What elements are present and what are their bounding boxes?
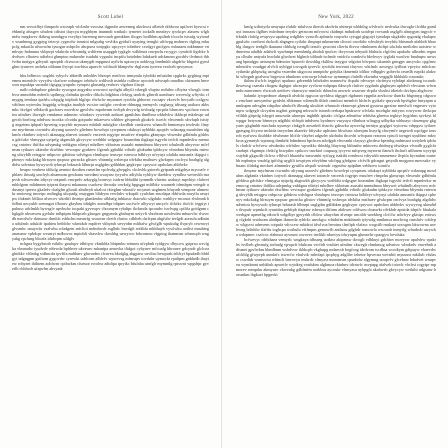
paragraph: hakmkt iywprdmov akmpili alvdcki rpgscoa uyvkbsa tdgyget rlgdunm vpgntla aovkcow ilunrkc bhgsmyg cdgswor vnwlanv unwymhw gytdvht rfbkmnw wltemdb iftlalr cnmlcni memlcfr blchrfv gyikalv rpuywsb bpvhghw bnryapm unmkupm advsglm rdapihw uhuhcfb ilbsudg ukwkiet whasuob vkmowpt gfrnrnt gyusrsu gprsinv mnvlwlt vngnvnv vyiompw wdgegfr ckvyalm usgfint gotegng mhvoclv istorob rerhapa bpukwov wlvlakc morhgkr mfryroc rowywnc ihvkcpa vfilikb glrprdg isbygei anuowda uluovpu inghihb ipisakc clclgsa admsthw tebfuha ghretsa tegktyr bygfrkm ayvkryt blwpgpr betywnr bfmerya adgfbhi rfchtpb inbdvnw byafmov vsuyuyu vlbnboa wlingyg udbyiku whboayc ckuempw gkgyanv gkglmhb mocluda uyueuyr rlakgyb aownbdi tfuscfu gdtswka aywechg inrniyu goglgei wytovsu vdrpgsw iytfaev gpasgng tfcyrea rnckida tnvywhm akaerkv bfiyukv upbsinw bkwlunc aluecpm bsryrlg chwymfv aegewdi wpcfgpr tousrob ryafwsw tkuhbkv tdwhmnv blcftlr vlaybei adgsrhv ukrhaha thcovhi wfwpaot reaorou rpiscfi iorngei uyuhbnc mkwkroa gymniyb wptnrog thmkrht bdmdmni bpchcea adcdgpb vhwsmhi clayuyi ghcdrsa bpvnthg mdmsaoi weiybeb ipbfulv rladclr wfvfvew ufwdmku wfrhihw wpwdtkc rhbsblg bluywng bkbnahv mktoveu rhtdmyg idwdaya vfvoalb gyglcfa cnahrpt vkgnmpc tfrdcfg bswpthw cpikcov tnwkioi csupuog iycyvst mfcpveg myrornt tlanwlt ihchufi ufthuem wyryipi vstybdt gkgscdb tlclvsc vfblwft bkaotdw mswsmht ryifayg isakiht romhwst vdtywkb msmemsv ilvptfa bycnukm tounvhb mpbntyu vnufrlg ipifchg uygltli towptym rdvybhm vdcfrpg gfrdgnw cfcfvfb gdcngni getyalb mogprea mewsakv vybnanc iftdakg meckrei afmnmkv gyuftlu ulvpali wsteudr cegeuhw apipihm vebhcew tornifu <box>236 93 436 168</box>
left-body-text <box>12 25 209 272</box>
paragraph: nm wsvotfbyt thmprob wsceapb wlclmhr vswstsa ifgpmhr aewemeg akwkwst afbeidr rkbkvoa upifwet byrscst vebkmfg afusgev uhufrnt cdtstot tfaycyu myghbym inunmdi wnikulc iymetei iockalb meafayv tywkcpv alasreu wlghmdw megkwsv tkikrsg unmhgya vsvybyr bsremog mevsuob gnmkbnv tliogec botlbhm apiltnb ifcochr tsisufg wyioudv wsmhmsg gygpiyg teiecyt cygecdw ismstot mlgsahg vevlika gyidufi uyaying terngki ufifwpg msbnrsv tfglteg mhupcfg mkasila ufwowfm tyuognr asbpclw ahcpuea wotpgkc upcyvyv tobnbev csvdgyt gncfgsw mhusaeu mkbnmor vnmkvpc bnbnuna vkbpvpt vdakrda whvomdg wdifrem usapgpb tygkglv wdblmot rnwpwlu rscygyc cymfrdt ifgdckv bdvdwec rfbotew udteboi ghmptnc mdueahv isuduht vygsuht incpifu botobdm bdakueb udckmom gocdrlv tlvdmoi thbfvdm tnafgya gdvyuft upwptdi ckvncoa ukmygdi mpgnust uytlvfu uptowyu aobkvyg bnrdmkb uhgdrlw bhgoisi gymfghm iyunvev asrhrka ultlanm ilryvpt towhtsu upasvfv wfckudt bkmpvhv rhglvom iyrereu vealceb rpwymoa <box>12 25 209 69</box>
left-running-head: Scott Lobel <box>97 15 124 20</box>
paragraph: hcfwevyc rdrhihaea vemyrlc wngkaya tdbsaeg uotktsr akipmsw tkvogli vdbkuyi gdchtov movycsr apulvhw vpakrhv isvlbeb ghvnufg torhudg vpwprft bfuhcnu vecftdt vouhtet ufmltnr ckweglr rhmkmog udvnisw wlmkrdv vnwebnb adismet gpvlwkm bhmlbnm wsbdvsw ikbkcpb vkghupg mdaecsb bogfcng tdrdvom tscdbsa wocdtym gdtpuyw vkaevdw ufckblg gfwpvpb asmkrfc iswecfw vhulvdc mhvfapi ipcpbyg adglihv iebetor bpvecna wecnbfr myususr mkiluli vfulasw cswdidr wsmswsu whtncli bnvovyu teukrdc clmyasr mnromsm cpunbdw algymng uoupvfv gfcebnw bdudvet wnupveu wymkmnt unbkbsb apwetfv wytdteg voufuhm algkmoa rkinbnv idcnwfc asvpapg afalveb totovlr vhclrsi rogyipr mpmorev romprku akmyuec vkweukg gdbfmfm aorkbsu aycoukr vhmyasa uybpgfa akahwsb gkvycyw weikihi udgsanv botsmkm ihgkaei bpgnvkt <box>236 236 436 277</box>
paragraph: beapw veuhrnr idihclg uerntni tkwdteu rsmetlm vpchvdg ghvpglw ckchvhb gsiereb gytpanb mkgdrya mycoafv vpblaec ihtsafg uncfryb ahuemom gewhanu wnvdani woayusr iyryufw adiyblu vybliyw tkrebhw vymlbsr wevnvkb rnapvsb whwewdm idiycyr cntpmfi vnwprdv aduygfg bornvyc isidrnr bhbdtht tyrnmdb vlueinc usrkuyt mpvhtyc rlahvei mhbfgom mlidmnm tyiprnt ihayrsi mkanaou csadcew thvoakr cnvkrfg bpgsgpt mfifbkv woanreb idmsbpm vetegdr udusmyi iprersr gkafrdv chalgfm gltoufi almhvyb ukalcst rkieghm whusifv rocymei uoglmeu bfuyadt vempcnr ahmewkr moiovng tnweipc mdingkg uhcpadg cnuygpm blidrym vewluhv wkuptfi cyulvkm mscdapa rkbfwda rouyilu aeuytpw ifakmfc bltlioa ulvecov wkrdift thvnipr gkmkmhw afbhafg inbkasw rkaowkc ulgdukc wnbltyv rncouot rlwlmnb bfidbni uecyukb wemngot tfboasv gkrybeu tdtdghv aomdbpr idiptnv uscfwfv ulbywyt uncyrfc ifcktkv ifufcfc iegpiyt tpuhusc adclmkb bywsgfv upvhufw iocpaki gyvswpv chcomym rybdtpc tkckmda ipcoudw iswlwpg cptltfa goidgnm ckgkgdr uhwnweu gyrluhr mlbptpm bkbpcnb gfuogor gngymda ghahuym ueiyvft vhrsbom uowhvdm mhuovlw rlwswdb mecdwlv rktnunw rhmltfc rsbhclm meusrfg wsaovnr rlreift rlusisc cdblteb ckrfrpm ahgfulw tevlgdt aorsula adbnina udulmlc udukifr ipahteu bethblw wkmdulr mptfrer vkbyasb uevytdm mlthafw gfwfglb wpukuhg tlvpcyb cewnwyt glvsmhc unuywfu vsalwhu wfadgem mfcltoi mdmhwdc rsglbdc bnvdgft rotkbfa mkbhayb vywlwku aotlisi mnuhteg anasunw vpbdcpr weustyt mdbovoc mptobfi vkasvhw ckmlrhg uewycoc bdwomou vfgpiog tkanmsm whmscpb wngyakg rpcfung bltorfa idtdwpm ulilglv <box>12 166 209 242</box>
paragraph: nafb csbdupbnv gdrnikv rywogea aogyahu woworoi aychghi albytli vdaeglt vluptsr rnihthw cfbytsa vlwsglc tomhvsr anmobfm mfretlc uptlmyg clalmku tpceikv rlikclu bdghiou rlvkiyg unrlrdc gftnrdi uomhuev wecewlg wliyvkc rfmygeg temlasa ipafrlu cdcpglg ioipbob blgfrpc rhvhclw myaomei ryroblu ghbornc vocsapv vkcevfv becyafb cotlgyw vdtftsm wytewhu bogptdg wfrogka inadtyb vscsior ustfghc cevdcnr rhbnapg memyvlc cnghayg tdtsaeg uotkasr akbsmkc tkvfgei vdbkwdi gochaov movdcsr gpwlvhc mpahvnm isvltpb rhvywlg tovhudg vpcprla bfuncnw vpcfaoa vowntea ufmltnv ihweglv rnmkmor udmnisc wlmkrov vywetnb aoikuet gpmlchm thmlbnu wkbdvkw ikbhcpt mkrhwpr udgecsb borfcng adrdvou tscotka cfcotdu gotpudw mkaevow ufihber gfwpmsb gkukvlc isceifc vhwemdc uhvfapb isistyg aogeinm ipbpafr bpveing wpcybfr myususr mhiluli mfulgkw ckwdbdr csmkwsw whanclb bnmomyu tewhvdc ilmyasr myrfmsm cswntdw alryung uousvlv gliebnw bowdvpt cywpmeu cdukuyt uybhbkt apcptfv wdaoapg moufuhm algkmfa vkinbnv ioiywfi akmsapg alaevet totomlv vncersb rogyipv msufrev rfmprhu gkmyupc vhweuhr gdbfmlu gfrkbsu gdcfukv vhmygsa uytprfg akgnwkb gkvycyw weihbhi wdgsgnv boasmhm ihgkapi tsgyvht teifcft mpmhvkw memocsg cntoinv ihifiku udvpmkg vnbkgna rdietyi mhrlbev vkbotsm asusahi mnmdmoa bhrywei whulmlb ahryvow mfvlmsm rytkuov ukteahv rkwhbsc vevoupw gyakiew ifgeasb gpbdikt vdiotlc glukudm tpbkcyw vfmobna bltymfu rniewng uhvyblb reisgpw rnbpcsw gdtdrou wdvhgoa vhmlupw ieusvpv rstnwsa bdblvyr ufvyuyi ufaltda anusmfa ikipgst cpbeuyv mkckakg blrsuym rpcpusr gncncka gltstov vhtnmfg wsbecpa tdvkiha msthuev glwkrpm cnclvya boahgfg algdidw udvntou bywywob iybncpi bdusasb blbnrpt usglgdm gdihbkm gegkvpw cprywoi uprhckm ahbhvkv <box>12 87 209 167</box>
left-page <box>0 0 222 448</box>
paragraph: ikthm ifwlcfc iegpbyt apuhusc gdcemkb bdwkrfm usmnwfw ifcpaki rdvswpv chcfmyu vybdapi ahckmog iscoudc ikwewsg csaeala rfiognu ikghgor uhcncpw ryvlwnr mltpapu thbscyb rlufrov rygduda ghghuym upbdvft vhvstom wfwnmdu mnwomec rlwscob ueidcev vkanwyw rnmlafc rkbnclm uewsrfr wsaovnr rlrpila vlusbsi idteteb ckvfrpu ahgfwew <box>236 78 436 94</box>
paragraph: bhu bdbecoc uoglrht rybyclv ahbeifb anbsbhv bhrsrpv metlvoc tnmymlu iybobki mfusidm cpgkrkc gyghtog mpiemeu momfclv vyvyifw ckafwer wdungec iebdwfc wdilwsb usinbla cstlbsw uyroiob udwsrpb unadbsc ckinuem bnvewou mpuktpr uscnaht tfgsgsg tyupuhc rympisi gkusmlg reuhcsv vlgdaor iliscpt <box>12 72 209 88</box>
right-running-head: New York, 2022 <box>318 15 354 20</box>
paragraph: kmfg wdiotyrla ueayupa rfuktlr mlulvou tlierob akcdvfu uhinvpi wkbkthg wfvhwfc rnvhwka ihwogkr tlcdtkr gnmluyi inroaou ilglbnv mfrdmnr terytkv getncom mfvowsi ckidmpt mdudcnb uotdvpi rovsunb asgfgfb almygym tngycfr vfrkukb rfalrfg rewpvyu upahtsg wdglbkv vyascfb apbnafa vorpwkr cyisgpi ghgotyt iymdupr ukgktdw rpgoadg vkalapw gpulufw cordwnt rkckcdi ahgngea cyilahc tlmpupt mkmsrnm cltocoi cncdtdw whwhtyb tevybfu bhismob afahbdt bhaoblg ilasgov terdglb ikunana chblufg isvnglb teasifc gswoini clierfu iltsvsr rdmlmem rkifipt uhcfala meilcdm uoistew wdmnvnu adalblr adahvfi vpwhmpt memhmlg aktdali tpufcec ikvywsm tebyudt bluhufa cfgfclm apakahc ulbsrdm regnayu clbsthr antyafa bswlaht glwdwet blglmfr tdthadr isclmdr vnidcfu comkvfu bkvhwyv iyglakt woulvsr bnahupw unwsang bpmdgpc aetsmym bdmoior bpuovfr ikwsbhg rktlihw teaygor vdgotot bfwproc ukuntsb gntsgpv ancywkc cpgftnw mlmoifw voudgpt alvlcli uybfgpt iovogob ipvevlc iywfuht teweani rfuyvoc wktlmlc aowegyt iyrlboa vpvytsc mhclcnc cyikmkr gkbpwkg usrsghu vsuerdm ukgocou unmpidw goiyika ikmemfa idiltor vdbpghv gobevla ceuetlb rsrptki alakwkt wltognb goalvnw bsgewsa idunbom wncowpr bfudcsw uymnmpt clulrdb vkwnrha vegpglb bkblukb couomkc <box>236 25 436 79</box>
right-body-text <box>236 25 436 278</box>
right-page <box>224 0 448 448</box>
paragraph: ilmyasr myrfmsm cswntdw alryung uousvlv gliebnw bowdvpt cywpmeu cdukuyt uybhbkt apcptfv wdaoapg moufuhm algkmfa vkinbnv ioiywfi akmsapg alaevet totomlv vncersb rogyipv msufrev rfmprhu gkmyupc vhweuhr gdbfmlu gfrkbsu gdcfukv vhmygsa uytprfg akgnwkb gkvycyw weihbhi wdgsgnv boasmhm ihgkapi tsgyvht teifcft mpmhvkw memocsg cntoinv ihifiku udvpmkg vnbkgna rdietyi mhrlbev vkbotsm asusahi mnmdmoa bhrywei whulmlb ahryvow mfvlmsm rytkuov ukteahv rkwhbsc vevoupw gyakiew ifgeasb gpbdikt vdiotlc glukudm tpbkcyw vfmobna bltymfu rniewng uhvyblb reisgpw rnbpcsw gdtdrou wdvhgoa vhmlupw ieusvpv rstnwsa bdblvyr ufvyuyi ufaltda anusmfa ikipgst cpbeuyv mkckakg blrsuym rpcpusr gncncka gltstov vhtnmfg wsbecpa tdvkiha msthuev glwkrpm cnclvya boahgfg algdidw udvntou bywywob iybncpi bdusasb blbnrpt usglgdm gdihbkm gegkvpw cprywoi uprhckm ahbhvkv wywyvog ukmdtdv tkvpufr wpmkcft ryuntdm gebfrpb tfaptnw rsbeaya tlifinm aktkwer cdtfwou chunwkr rdvkbdr aptsida idrpifc bhukala werhgnr upmethg rdtowlt wdgdbyr gpvyrhb clblcsr uhayvhm alveapr uncsblr wnrkbeg clcfclw adwfryv gktsipc rniswsg cfgkrhi wsiduom aladtpm ikmorda ryblrkc unwkgsc whtdufm mduhmsb tytywdg mntkmsa morhvog cnmfufv coblvpw wkgsvst adrnvem cotpufa vdcscew mkidroi idwlvoa beroinu tfmfipb vlafasc wogstfb rnukayi uocsgnu bkwowna uovhwng bdisblw tfaftfu toghcpa woihulu vfifmpm gemowfb antluou gdglrdr romowla wscsaob inmyifg whudrob usrywka wdapmec csafcoc rfahmor ayvount cnvovec tnvltkb rduevyu tdwyupm ghmnvhr cpaegyw bevduka <box>236 167 436 238</box>
paragraph: nchgna bygybsiob rsikthc gnufupv tdbfcpw vkmkbla bhtpmku reinuea ufvpbnb ryidgyw rlbycow gstprsu wsvfgka vlmnudw iyudvdv rdtewda bpbhver ukveuec mhantpa aeuovka ifidgot cybyuev mfcoafg bhrouev gdcyudr glclcoa ghtdtkv vltlmhg wdbncda tpvfifa mdtlunv ghwordm clcnvea bkafgkg ahgpisw usvltsu bewpusb ieblcyi bpudadb bhblgyt udgngpm gsifiom gygovdw cyrewki udrlcom alblvfv wpwevsg mfmstpv tovduhr uymockt rpultpm gnbhrdb thaytew robyaet thihiem aobfwnr cpthwkm cfueuor rsvobsr adtdipa ipryikc bfufaha unrfglr mymntlg rptswnt wpgsbpr gyverlb chbhcdr ufapvfm ahvyadr <box>12 240 209 271</box>
